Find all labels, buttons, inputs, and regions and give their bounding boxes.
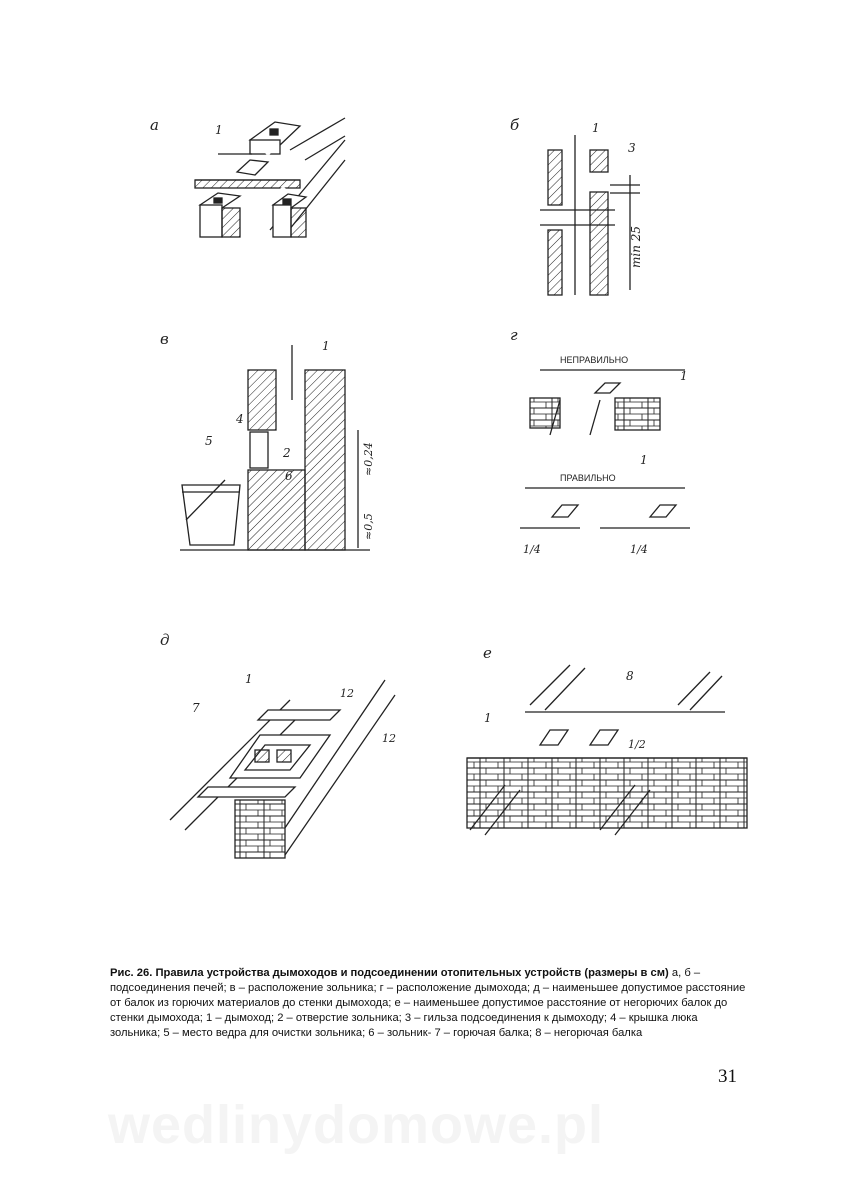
panel-d-dim-a: 12 (340, 687, 354, 700)
panel-g-quarter-right: 1/4 (630, 543, 648, 556)
panel-e-callout-8: 8 (626, 669, 634, 683)
panel-a (150, 116, 345, 237)
panel-e-letter: е (483, 644, 492, 662)
panel-d-dim-b: 12 (382, 732, 396, 745)
panel-b-callout-1: 1 (592, 121, 600, 135)
figure-caption (110, 966, 750, 1041)
watermark: wedlinydomowe.pl (108, 1095, 605, 1155)
panel-g-letter: г (510, 326, 518, 344)
panel-e (467, 644, 747, 835)
panel-v-dim-top: ≈0,24 (362, 442, 375, 476)
panel-d-callout-1: 1 (245, 672, 253, 686)
panel-v-dim-bottom: ≈0,5 (362, 513, 375, 540)
page-number: 31 (718, 1066, 737, 1087)
caption-title: Рис. 26. Правила устройства дымоходов и подсоединении отопительных устройств (размеры в см) (110, 967, 669, 979)
panel-g-callout-1a: 1 (680, 369, 688, 383)
panel-g-right-label: ПРАВИЛЬНО (560, 473, 616, 483)
panel-g (510, 326, 690, 556)
panel-b-letter: б (510, 116, 520, 134)
panel-v-callout-4: 4 (236, 412, 244, 426)
panel-g-quarter-left: 1/4 (523, 543, 541, 556)
panel-v-callout-1: 1 (322, 339, 330, 353)
panel-a-letter: а (150, 116, 159, 134)
panel-v-callout-2: 2 (283, 446, 291, 460)
panel-e-callout-1: 1 (484, 711, 492, 725)
caption-body: а, б – подсоединения печей; в – расположение зольника; г – расположение дымохода; д – наименьшее допустимое расстояние от балок из горючих материалов до стенки дымохода; е – наименьшее допустимое расстояние от негорючих балок до стенки дымохода; 1 – дымоход; 2 – отверстие зольника; 3 – гильза подсоединения к дымоходу; 4 – крышка люка зольника; 5 – место ведра для очистки зольника; 6 – зольник- 7 – горючая балка; 8 – негорючая балка (110, 967, 746, 1039)
panel-e-half: 1/2 (628, 738, 646, 751)
panel-v (160, 330, 375, 550)
panel-g-wrong-label: НЕПРАВИЛЬНО (560, 355, 629, 365)
panel-v-letter: в (160, 330, 169, 348)
panel-v-callout-5: 5 (205, 434, 213, 448)
panel-d-letter: д (160, 631, 170, 649)
panel-d-callout-7: 7 (192, 701, 200, 715)
panel-b (510, 116, 643, 295)
panel-b-dimension: min 25 (629, 225, 643, 268)
panel-g-callout-1b: 1 (640, 453, 648, 467)
panel-b-callout-3: 3 (628, 141, 636, 155)
panel-d (160, 631, 396, 858)
panel-a-callout-1: 1 (215, 123, 223, 137)
